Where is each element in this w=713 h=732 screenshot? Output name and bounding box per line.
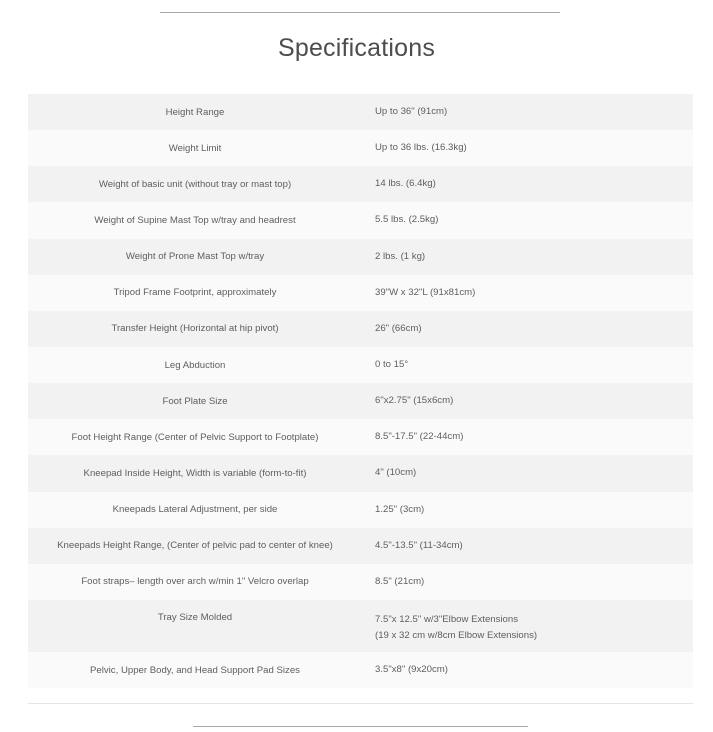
spec-label: Weight of Prone Mast Top w/tray [125, 251, 265, 263]
specifications-table [28, 94, 693, 688]
spec-value: Up to 36" (91cm) [375, 106, 448, 118]
table-row [28, 564, 693, 600]
table-row [28, 419, 693, 455]
spec-label: Kneepads Height Range, (Center of pelvic pad to center of knee) [57, 540, 333, 552]
table-row [28, 275, 693, 311]
spec-label: Kneepads Lateral Adjustment, per side [112, 504, 278, 516]
spec-value: 0 to 15° [375, 359, 409, 371]
table-row [28, 202, 693, 238]
spec-label: Kneepad Inside Height, Width is variable (form-to-fit) [83, 467, 307, 479]
spec-value: 5.5 lbs. (2.5kg) [375, 214, 439, 226]
spec-value: 4.5"-13.5" (11-34cm) [375, 539, 463, 551]
table-row [28, 455, 693, 491]
table-row [28, 600, 693, 652]
spec-value: 4" (10cm) [375, 467, 417, 479]
spec-value-line: 7.5"x 12.5" w/3"Elbow Extensions [375, 613, 519, 625]
spec-label: Tripod Frame Footprint, approximately [113, 287, 277, 299]
table-row [28, 311, 693, 347]
spec-value: 8.5"-17.5" (22-44cm) [375, 431, 464, 443]
spec-label: Transfer Height (Horizontal at hip pivot) [111, 323, 279, 335]
spec-value [362, 600, 693, 652]
table-row [28, 239, 693, 275]
spec-label: Pelvic, Upper Body, and Head Support Pad Sizes [90, 664, 300, 676]
table-row [28, 94, 693, 130]
spec-value: 1.25" (3cm) [375, 503, 425, 515]
table-row [28, 383, 693, 419]
spec-value: 14 lbs. (6.4kg) [375, 178, 436, 190]
spec-value: 39"W x 32"L (91x81cm) [375, 286, 476, 298]
spec-label: Foot straps– length over arch w/min 1" Velcro overlap [81, 576, 309, 588]
section-title: Specifications [277, 34, 436, 62]
table-row [28, 528, 693, 564]
spec-value: Up to 36 lbs. (16.3kg) [375, 142, 467, 154]
table-row [28, 492, 693, 528]
spec-label: Foot Height Range (Center of Pelvic Support to Footplate) [71, 431, 319, 443]
spec-value: 3.5"x8" (9x20cm) [375, 664, 448, 676]
spec-value: 8.5" (21cm) [375, 575, 425, 587]
spec-label: Tray Size Molded [157, 611, 233, 623]
spec-label: Weight of basic unit (without tray or mast top) [98, 178, 292, 190]
spec-value-line: (19 x 32 cm w/8cm Elbow Extensions) [375, 629, 538, 641]
table-row [28, 130, 693, 166]
spec-label: Weight Limit [168, 142, 222, 154]
spec-label: Weight of Supine Mast Top w/tray and headrest [94, 214, 296, 226]
spec-label: Leg Abduction [164, 359, 226, 371]
table-row [28, 347, 693, 383]
spec-value: 26" (66cm) [375, 322, 422, 334]
spec-value: 6"x2.75" (15x6cm) [375, 395, 454, 407]
table-row [28, 652, 693, 688]
top-divider [160, 12, 560, 13]
table-row [28, 166, 693, 202]
spec-label: Height Range [165, 106, 225, 118]
table-bottom-border [28, 703, 693, 704]
spec-value: 2 lbs. (1 kg) [375, 250, 426, 262]
spec-label: Foot Plate Size [162, 395, 228, 407]
bottom-divider [193, 726, 528, 727]
